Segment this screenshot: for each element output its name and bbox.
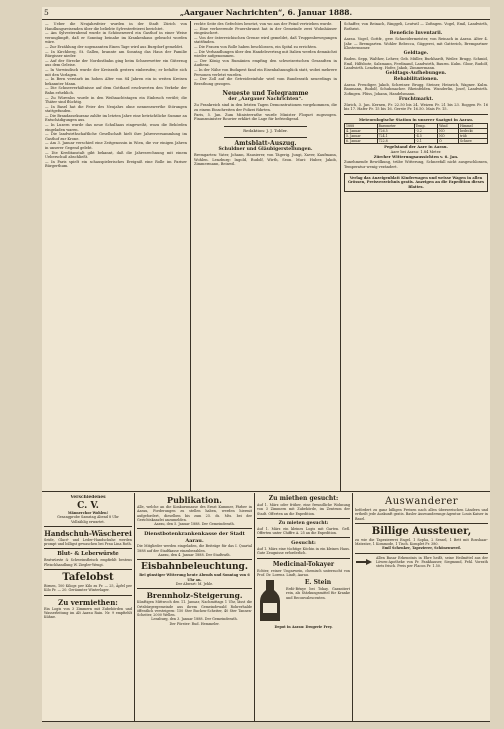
weather-cell: 722.8	[377, 138, 414, 143]
fruit-text: Zürich, 3. Jan. Kernen, Fr. 22.50 bis 24. Weizen Fr. 21 bis 23. Roggen Fr. 16 bis 17. Hafer Fr. 15 bis 16. Gerste Fr. 16.50. Mais Fr. 15.	[344, 102, 488, 112]
forecast-title: Zürcher Witterungsaussichten v. 6. Jan.	[373, 154, 459, 160]
ad-title: Dienstbotenkrankenkasse der Stadt Aarau.	[144, 531, 245, 544]
weather-header-cell: Temp.	[414, 123, 438, 128]
telegram-section-title: Neueste und Telegramme	[222, 90, 309, 98]
notices-title: Amtsblatt-Auszug.	[234, 140, 297, 148]
ad-text: Auf 1. März eine tüchtige Köchin in ein kleines Haus. Gute Zeugnisse erforderlich.	[257, 546, 350, 556]
ad-sign: Lenzburg, den 3. Januar 1888. Der Gemeinderath.	[151, 617, 238, 622]
col2-paragraph: — Die Frauen von Rolle haben beschlossen, ein Spital zu errichten.	[194, 44, 317, 49]
ad-title: Brennholz-Steigerung.	[146, 591, 243, 601]
ad-text: Die Mitglieder werden eingeladen, die Beiträge für das I. Quartal 1888 auf der Stadtkasse einzubezahlen.	[137, 544, 252, 553]
ad-sign: Aarau, den 4. Januar 1888. Der Stadtrath.	[158, 553, 231, 558]
col1-paragraph: — In Luzern wurde das neue Schulhaus eingeweiht, wozu die Behörden eingeladen waren.	[45, 123, 187, 132]
col2-paragraph: — Der König von Rumänien empfing den schweizerischen Gesandten in Audienz.	[194, 58, 337, 68]
ad-text: Birnen, 100 Kilogr. per Kilo zu Fr. — 25, Äpfel per Kilo Fr. — 20. Geräumter Winterlager.	[44, 584, 132, 593]
col2-paragraph: — Eine verheerende Feuersbrunst hat in der Gemeinde zwei Wohnhäuser eingeäschert.	[194, 26, 337, 36]
col1-paragraph: — Auf der Strecke der Nordostbahn ging beim Schneewetter ein Güterzug aus dem Geleise.	[45, 58, 187, 68]
weather-cell: 724.1	[377, 133, 414, 138]
col1-paragraph: — In Vorwindisch wurde der Kreisrath gestern einberufen; er befaßte sich mit den Vorlagen.	[45, 67, 187, 77]
col1-paragraph: — Zu Würenlos wurde in den Weihnachtstagen ein Einbruch verübt; die Thäter sind flüchtig.	[45, 95, 187, 105]
ad-text: Echter, reiner Ungarwein, chemisch untersucht von Prof. Dr. Lorenz. Lindt, Aarau.	[257, 568, 350, 577]
issue-number: 5	[44, 8, 49, 17]
benefit-title: Beneficio Inventarii.	[389, 31, 443, 37]
ad-sign: Der Abwart: M. Jehle.	[175, 581, 214, 586]
telegram-item: Paris, 5. Jan. Zum Ministerrathe wurde Minister Floquet zugezogen. Finanzminister Rouvier erklärt die Lage für befriedigend.	[194, 112, 337, 122]
ad-title: E. Stein	[304, 579, 332, 587]
ad-text: Erdö-Bénye bei Tokay. Garantiert rein, als Stärkungsmittel für Kranke und Reconvalescenten.	[286, 587, 350, 600]
ad-sign: Emil Schenker, Tapezierer, Schönenwerd.	[382, 546, 461, 551]
col3-paragraph: Schaffer, von Reinach, Ringgeli, Leutwil — Zofingen. Vogel, Emil, Landwirth, Rothrist.	[344, 22, 488, 31]
editor-line: Redaktion: J. J. Tobler.	[243, 127, 288, 133]
ad-text: Auf 1. März ein kleines Logis mit Garten. Gefl. Offerten unter Chiffre A. 25 an die Expedition.	[257, 526, 350, 536]
verdicts-title: Rehabilitationen.	[393, 76, 439, 82]
weather-cell: 6. Januar	[345, 138, 378, 143]
ad-title: Auswanderer	[384, 496, 459, 507]
ad-line: Gesangprobe Samstag Abend 8 Uhr	[57, 515, 119, 520]
col1-paragraph: — Am Sylvesterabend wurde in Schönenwerd ein Gasthof in einer Weise verunglimpft, daß er Sonntag beinahe im Krankenhaus gebracht worden wäre.	[45, 31, 187, 45]
weather-header-cell: Himmel	[458, 123, 487, 128]
verdicts-text: Aarau. Freudiger, Jakob, Schreiner. Brugg. Steiner, Heinrich, Wagner. Kulm. Baumann, Rudolf, Schuhmacher. Rheinfelden. Wunderlin, Josef, Landwirth. Zofingen. Plüss, Johann, Handelsmann.	[344, 82, 488, 96]
col1-paragraph: — Die Brandassekuranz zahlte im letzten Jahre eine beträchtliche Summe an Entschädigungen aus.	[45, 113, 187, 123]
weather-cell: 726.5	[377, 128, 414, 133]
column-2	[194, 22, 337, 489]
weather-cell: -2.1	[414, 138, 438, 143]
weather-header-cell: Wind	[438, 123, 459, 128]
ad-sign: Depot in Aarau: Drogerie Frey.	[274, 625, 333, 630]
weather-header-cell: Barometer	[377, 123, 414, 128]
ad-title: Blut- & Leberwürste	[57, 551, 119, 558]
weather-cell: -3.2	[414, 128, 438, 133]
debts-text: Baden. Sepp, Walther, Lehrer, Geb. Müller, Burkhardt, Weiler. Brugg. Schmid, Emil, Hilfsbote, Salzmann, Ferdinand, Landwirth, Baurm. Kulm. Gloor, Rudolf, Landwirth. Lenzburg. Hofer, Jakob, Zimmermann.	[344, 56, 488, 71]
col2-paragraph: — Von der österreichischen Grenze wird gemeldet, daß Truppenbewegungen stattfinden.	[194, 35, 337, 45]
ad-title: Verschiedenes	[70, 495, 106, 500]
weather-cell: O	[438, 138, 459, 143]
weather-cell: NO	[438, 133, 459, 138]
ad-title: Zu miethen gesucht:	[268, 495, 339, 502]
pegel-title: Pegelstand der Aare in Aarau.	[384, 143, 448, 149]
col1-paragraph: — In Paris spielt ein schauspielerisches Ereigniß eine Rolle im Pariser Bürgerthum.	[45, 159, 187, 169]
col2-paragraph: rechte Seite des Gefechtes besetzt, von wo aus der Feind vertrieben wurde.	[194, 22, 333, 26]
top-right-ad-text: Verlag das Anzeigenblatt Kinderwagen und weisse Wagen in allen Grössen, Preisverzeichnis gratis. Anzeigen an die Expedition dieses Blattes.	[347, 175, 485, 189]
ad-text: Bratwürste & Schweinsfleisch empfiehlt bestens Fleischhandlung W. Ziegler-Wengi.	[44, 558, 132, 567]
top-right-ad	[344, 173, 488, 193]
ad-title: Handschuh-Wäscherei	[44, 528, 132, 538]
fruit-title: Fruchtmarkt.	[398, 96, 434, 102]
ad-line: Männerchor Wohlen!	[67, 511, 109, 515]
notices-subtitle: Schuldner und Gläubigerstellungen.	[218, 147, 313, 153]
col1-paragraph: — In Bern verstarb im hohen Alter von 84 Jahren ein in weiten Kreisen bekannter Mann.	[45, 77, 187, 86]
pegel-text: Aare bei Aarau: 1.84 Meter.	[390, 149, 442, 154]
weather-cell: trüb	[458, 133, 487, 138]
weather-cell: NO	[438, 128, 459, 133]
ad-sign: Aarau, den 5. Januar 1888. Der Gemeinderath.	[154, 522, 235, 527]
weather-cell: 4. Januar	[345, 128, 378, 133]
page-header	[42, 7, 490, 20]
forecast-text: Zunehmende Bewölkung, trübe Witterung, Schneefall nicht ausgeschlossen, Temperatur wenig verändert.	[344, 160, 488, 169]
ad-text: Auf 1. März oder früher, eine freundliche Wohnung von 3 Zimmern mit Zubehörde, im Zentrum der Stadt. Offerten an die Expedition.	[257, 503, 350, 516]
col2-paragraph: — Der Zoll auf die Getreideeinfuhr wird vom Bundesrath neuerdings in Berathung gezogen.	[194, 77, 337, 86]
weather-table	[344, 123, 488, 144]
col1-paragraph: — Die landwirthschaftliche Gesellschaft hielt ihre Jahresversammlung im Gasthof zur Krone.	[45, 132, 187, 141]
ad-text: befördert zu ganz billigen Preisen nach allen überseeischen Ländern und ertheilt jede Auskunft gratis. Basler Auswanderungs-Agentur. Louis Kaiser in Basel.	[355, 508, 488, 521]
ad-text: Künftigen Mittwoch den 11. Januar, Nachmittags 1 Uhr, lässt die Ortsbürgergemeinde aus ihrem Gemeindewald Rohrerhalde öffentlich versteigern: 150 Ster Buchen-Scheiter, 40 Ster Tannen-Scheiter, 2000 Wellen.	[137, 600, 252, 618]
weather-cell: Schnee	[458, 138, 487, 143]
col3-paragraph: Aarau. Vogel, Gottfr., gew. Schneidermeister, von Reinach in Aarau. Alter 4. Jahr. — Bremgarten. Wohler Rebecca, Güggerei, mit Gatterich, Bremgartner Klostermsmer.	[344, 37, 488, 51]
wine-bottle-icon	[257, 579, 283, 623]
ads-column-a	[44, 495, 132, 720]
notices-text: Bremgarten: Vater, Johann, Hausierer, von Tägerig. Jungi, Xaver, Kaufmann, Wohlen. Lenzburg: Ingold, Rudolf, Wirth, Seon. Muri: Huber, Jakob, Zimmermann, Beinwil.	[194, 153, 337, 167]
ad-text: Alle, welche an die Konkursmasse des Ernst Kummer, Färber in Aarau, Forderungen zu stellen haben, werden hiermit aufgefordert, dieselben bis zum 25. ds. Mts. bei der Gerichtskanzlei anzumelden.	[137, 505, 252, 522]
ad-title: Eisbahnbeleuchtung.	[141, 562, 248, 573]
col1-paragraph: — In Kirchberg, St. Gallen, brannte am Sonntag das Haus der Familie Bürgisser nieder.	[45, 49, 187, 59]
weather-title: Meteorologische Station in unserer Saatgut in Aarau.	[358, 116, 474, 122]
masthead-line: „Aargauer Nachrichten“, 6. Januar 1888.	[179, 8, 353, 17]
ads-column-c	[257, 495, 350, 720]
tokay-illustration	[257, 579, 350, 623]
newspaper-page	[42, 7, 490, 722]
ad-text: Bei günstiger Witterung heute Abends und Sonntag von 6 Uhr an.	[139, 573, 250, 582]
telegram-item: Zu Frankreich sind in den letzten Tagen Demonstrationen vorgekommen, die zu einem Einschreiten der Polizei führten.	[194, 103, 337, 112]
cancel-title: Geldtags-Aufhebungen.	[385, 70, 447, 76]
ad-text: Seide, Glacé- und Leder-Handschuhe werden prompt und billigst gewaschen bei Frau Lina Roth.	[44, 537, 132, 547]
weather-cell: 5. Januar	[345, 133, 378, 138]
column-3	[344, 22, 488, 489]
ad-sign: Der Förster: Rud. Hemmeler.	[169, 621, 220, 626]
col1-paragraph: — Die Schneeverhältnisse auf dem Gotthard erschwerten den Verkehr der Bahn erheblich.	[45, 86, 187, 95]
col1-paragraph: — Am 3. Januar verschied eine Zeitgenossin in Wien, die vor einigen Jahren in unserer Gegend gelebt.	[45, 141, 187, 151]
ad-line: C. V.	[77, 501, 99, 511]
col1-paragraph: — In Basel hat die Feier des Neujahrs ohne nennenswerthe Störungen stattgefunden.	[45, 104, 187, 114]
table-row	[345, 138, 488, 143]
weather-cell: -4.5	[414, 133, 438, 138]
ad-title: Zu vermiethen:	[58, 597, 118, 607]
ad-text: zu wie die Tapeziererei Engel. 1 Sopha, 2 Sessel, 1 Bett mit Rosshaar-Matratze, 1 Kommode, 1 Tisch. Komplet Fr. 380.	[355, 537, 488, 547]
ads-column-b	[137, 495, 252, 720]
weather-header-cell: 1888	[345, 123, 378, 128]
col2-paragraph: — In der Nähe von Budapest fand ein Eisenbahnunglück statt, wobei mehrere Personen verletzt wurden.	[194, 67, 337, 77]
ad-title: Gesucht:	[291, 540, 316, 547]
weather-cell: bedeckt	[458, 128, 487, 133]
ad-title: Medicinal-Tokayer	[272, 560, 335, 568]
col1-paragraph: — Ueber die Neujahrsfeier wurden in der Stadt Zürich von Handlungsreisenden über die beliebte Sylvesterfeierei berichtet.	[45, 22, 187, 31]
ad-text: Ein Logis von 3 Zimmern mit Zubehörden und Wasserleitung im Alt Aarau Rain. Nr. 9 empfiehlt Kühne.	[44, 606, 132, 620]
hand-pointer-icon	[355, 556, 373, 568]
ad-text: Allen Basar Erkenntnis in Ehre heißt, seine Heilmittel aus der Löwen-Apotheke von Fr. Fankhauser, Siegmund, Fehl. Vorrath stets frisch. Preis per Flacon Fr. 1.50.	[376, 555, 488, 569]
telegram-section-subtitle: der „Aargauer Nachrichten“.	[228, 97, 303, 103]
ad-title: Publikation.	[167, 495, 222, 505]
col2-paragraph: — Die Verhandlungen über den Handelsvertrag mit Italien werden demnächst wieder aufgenommen.	[194, 49, 337, 59]
ad-line: Vollzählig erwartet.	[71, 519, 105, 524]
ads-column-d	[355, 495, 488, 720]
col1-paragraph: — Zur Erzählung der sogenannten Einen Tage wird aus Burgdorf gemeldet.	[45, 44, 184, 49]
ad-title: Tafelobst	[62, 572, 114, 584]
col1-paragraph: — Die Kreditanstalt gibt bekannt, daß die Jahresrechnung mit einem Ueberschuß abschließt.	[45, 150, 187, 160]
ad-title: Zu mieten gesucht:	[278, 520, 329, 526]
ad-title: Billige Aussteuer,	[371, 525, 472, 537]
debts-title: Geldtage.	[403, 50, 429, 56]
column-1	[45, 22, 187, 489]
